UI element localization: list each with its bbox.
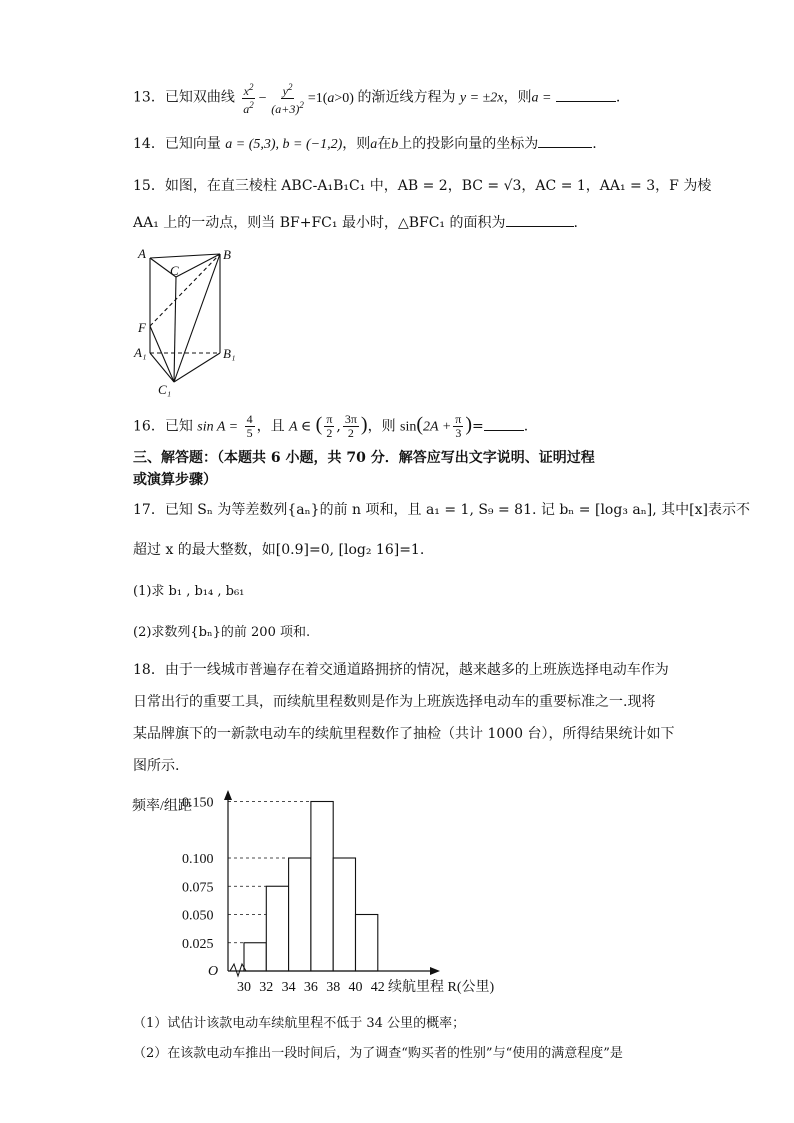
question-18-line-1: 18．由于一线城市普遍存在着交通道路拥挤的情况，越来越多的上班族选择电动车作为 [133,662,669,678]
y-tick-label-0.075: 0.075 [182,880,214,896]
x-tick-label-40: 40 [348,980,363,995]
y-axis-arrow [224,790,232,800]
q16-interval-high-num: 3π [344,412,357,426]
x-tick-label-32: 32 [259,980,274,995]
label-A1: A₁ [134,345,147,360]
x-axis-label: 续航里程 R(公里) [388,980,495,995]
edge-C-C1 [174,277,176,382]
q14-mid: ，则 [342,136,371,152]
frequency-histogram [130,786,550,1001]
question-17-line-2: 超过 x 的最大整数，如[0.9]=0, [log₂ 16]=1. [133,542,425,558]
histogram-bar-[40,42) [356,915,378,972]
q14-on: 在 [377,136,392,152]
question-14 [133,133,597,155]
q14-vec-b: b [391,137,399,152]
question-17-part-2: (2)求数列{bₙ}的前 200 项和. [133,625,311,640]
question-13 [133,81,620,116]
question-17-part-1: (1)求 b₁ , b₁₄ , b₆₁ [133,584,245,599]
q14-vec-a: a [370,137,378,152]
origin-label: O [208,964,219,979]
q15-end: . [573,215,578,231]
question-18-sub-2: （2）在该款电动车推出一段时间后，为了调查“购买者的性别”与“使用的满意程度”是 [133,1046,623,1061]
q16-frac-den: 5 [246,426,253,440]
y-tick-label-0.025: 0.025 [182,936,214,952]
question-15-line-1: 15．如图，在直三棱柱 ABC-A₁B₁C₁ 中，AB = 2，BC = √3，AC = 1，AA₁ = 3，F 为棱 [133,178,712,194]
q15-answer-blank [506,212,574,227]
label-C: C [170,263,179,278]
q16-sinA: sin A = [197,419,239,435]
question-15-line-2 [133,212,578,233]
segment-F-B [150,254,220,326]
edge-C1-B1 [174,353,220,382]
edge-A-B [150,254,220,258]
question-18-line-3: 某品牌旗下的一新款电动车的续航里程数作了抽检（共计 1000 台），所得结果统计如下 [133,726,675,742]
x-tick-label-36: 36 [303,980,318,995]
label-B1: B₁ [223,346,236,361]
question-17-line-1: 17．已知 Sₙ 为等差数列{aₙ}的前 n 项和，且 a₁ = 1, S₉ = 81. 记 bₙ = [log₃ aₙ], 其中[x]表示不 [133,502,750,518]
q13-number: 13．已知双曲线 [133,89,235,106]
q13-answer-blank [556,87,616,102]
q16-number: 16．已知 [133,418,193,435]
q13-asymptote-text: 的渐近线方程为 [357,89,456,106]
prism-figure [130,240,250,400]
question-16: 16．已知 sin A = $\frac{4}{5}$ ，且 A ∈ ( $\frac{\pi}{2}$ , $\frac{3\pi}{2}$ )，则 sin(2A + $\frac{\pi}{3}$ )= . [133,412,529,440]
label-B: B [223,247,231,262]
x-tick-label-42: 42 [370,980,385,995]
x-tick-label-38: 38 [326,980,341,995]
q16-mid: ，且 [256,418,285,435]
q14-text: 14．已知向量 [133,136,221,152]
section-3-header-line-2: 或演算步骤） [133,472,217,488]
q14-vectors: a = (5,3), b = (−1,2) [225,137,343,152]
histogram-bar-[38,40) [333,858,355,971]
q16-arg: 2A + [423,419,452,435]
q16-inA: A ∈ [289,419,312,435]
q13-end: . [615,89,621,106]
q13-var: a = [531,90,552,106]
x-axis-arrow [430,967,440,975]
q13-asymptote-eq: y = ±2x [459,90,504,106]
histogram-bar-[32,34) [266,886,288,971]
q16-eq: = [472,418,484,435]
histogram-bar-[34,36) [289,858,311,971]
q14-tail: 上的投影向量的坐标为 [398,136,539,152]
q16-sin: sin [400,419,417,435]
edge-A1-C1 [150,353,174,382]
q13-hyperbola-equation: $\frac{x^2}{a^2}$ − $\frac{y^2}{(a+3)^2}$ =1(a>0) [243,82,354,116]
histogram-bar-[36,38) [311,802,333,972]
y-tick-label-0.050: 0.050 [182,908,214,924]
y-tick-label-0.100: 0.100 [182,852,214,867]
label-A: A [138,246,146,261]
section-3-header-line-1: 三、解答题：（本题共 6 小题，共 70 分．解答应写出文字说明、证明过程 [133,450,595,466]
label-C1: C₁ [158,382,172,397]
q16-interval-low-num: π [326,412,333,426]
x-tick-label-34: 34 [281,980,296,995]
q16-answer-blank [484,416,524,431]
y-tick-label-0.150: 0.150 [182,795,214,811]
question-18-sub-1: （1）试估计该款电动车续航里程不低于 34 公里的概率； [133,1016,466,1031]
segment-F-C1 [150,326,174,382]
histogram-bar-[30,32) [244,943,266,971]
question-18-line-2: 日常出行的重要工具，而续航里程数则是作为上班族选择电动车的重要标准之一.现将 [133,694,656,710]
q16-frac-num: 4 [246,412,253,426]
question-18-line-4: 图所示. [133,758,180,774]
y-axis-label: 频率/组距 [132,799,192,814]
q16-interval-high-den: 2 [347,426,354,440]
label-F: F [138,320,146,335]
x-tick-label-30: 30 [237,980,251,995]
q16-end: . [523,418,529,435]
q16-interval-low-den: 2 [326,426,333,440]
segment-B-C1 [174,254,220,382]
q14-answer-blank [538,133,592,148]
q15-line2-text: AA₁ 上的一动点，则当 BF+FC₁ 最小时，△BFC₁ 的面积为 [133,215,506,231]
q13-then: ，则 [503,89,532,106]
q16-arg-den: 3 [455,426,462,440]
q14-end: . [592,136,597,152]
q16-arg-num: π [455,412,462,426]
q16-then: ，则 [367,418,396,435]
